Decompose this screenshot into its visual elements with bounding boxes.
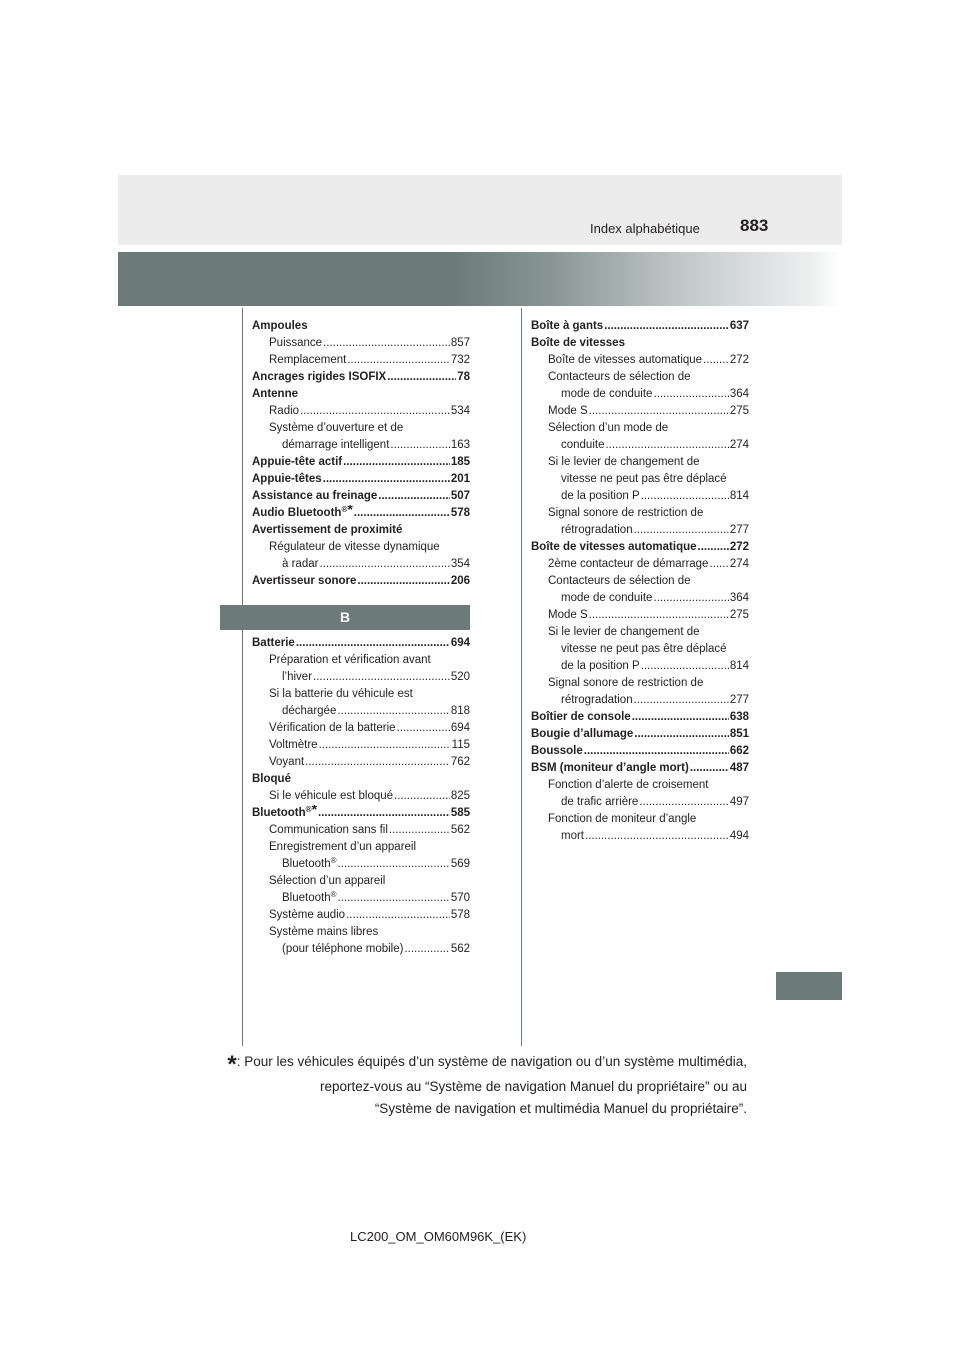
dot-leader [347,352,449,369]
dot-leader [305,754,450,771]
index-entry-text: Radio [269,405,300,417]
index-entry-page: 569 [450,858,470,870]
index-entry-text: Boîte à gants [531,320,604,332]
index-entry-page: 277 [729,694,749,706]
index-entry-text: Système d’ouverture et de [269,422,404,434]
index-entry [252,788,470,805]
dot-leader [338,856,450,873]
index-entry [252,856,470,873]
chapter-tab [776,972,842,1000]
index-entry [531,318,749,335]
index-entry-page: 206 [450,575,470,587]
dot-leader [300,403,450,420]
index-entry [531,794,749,811]
index-entry-text: Contacteurs de sélection de [548,575,691,587]
index-entry-text: Audio Bluetooth®* [252,505,353,522]
index-entry-text: Vérification de la batterie [269,722,396,734]
index-entry-text: 2ème contacteur de démarrage [548,558,709,570]
index-entry [531,556,749,573]
dot-leader [296,635,450,652]
index-entry-text: Mode S [548,405,588,417]
index-entry [252,635,470,652]
index-entry-page: 762 [450,756,470,768]
index-entry [531,743,749,760]
index-entry-text: Bluetooth® [282,856,337,870]
index-entry [252,505,470,522]
index-entry-page: 364 [729,592,749,604]
index-entry-text: Assistance au freinage [252,490,378,502]
index-entry-text: déchargée [282,705,337,717]
index-entry-page: 578 [450,909,470,921]
index-entry-text: Ampoules [252,320,308,332]
header-gradient-bar [118,252,842,306]
index-entry-text: Bluetooth® [282,890,337,904]
index-entry [252,805,470,822]
dot-leader [634,522,729,539]
index-entry-page: 694 [450,722,470,734]
index-entry [252,352,470,369]
dot-leader [323,471,450,488]
index-entry [531,675,749,692]
index-entry [252,890,470,907]
index-entry [252,403,470,420]
registered-mark: ® [341,505,348,514]
index-entry-page: 825 [450,790,470,802]
dot-leader [585,828,729,845]
index-entry-page: 534 [450,405,470,417]
index-entry [531,760,749,777]
index-entry [252,556,470,573]
index-group-right [531,318,749,845]
footnote [227,1051,747,1120]
index-entry-text: Avertissement de proximité [252,524,403,536]
index-entry-text: de la position P [561,490,640,502]
index-entry-text: Bougie d’allumage [531,728,634,740]
dot-leader [639,794,728,811]
index-entry-page: 115 [451,739,470,751]
index-column-left-b [252,635,470,958]
index-entry-text: Communication sans fil [269,824,388,836]
index-entry [531,624,749,641]
index-entry-page: 694 [450,637,470,649]
index-entry-page: 814 [729,660,749,672]
dot-leader [690,760,729,777]
index-entry-text: Contacteurs de sélection de [548,371,691,383]
column-divider-right [521,308,522,1046]
index-entry [531,607,749,624]
index-entry [531,590,749,607]
index-entry-text: Remplacement [269,354,347,366]
column-divider-left [242,308,243,1046]
index-entry [252,686,470,703]
index-entry-page: 662 [729,745,749,757]
index-entry-page: 507 [450,490,470,502]
dot-leader [338,890,450,907]
index-entry-text: Appuie-tête actif [252,456,343,468]
index-entry-text: Mode S [548,609,588,621]
header-title: Index alphabétique [590,221,700,236]
index-entry [531,658,749,675]
index-entry [531,488,749,505]
dot-leader [634,692,729,709]
index-entry-page: 274 [729,439,749,451]
index-entry [252,822,470,839]
index-column-left [252,318,470,590]
dot-leader [394,788,450,805]
footnote-line-1: *: Pour les véhicules équipés d’un système de navigation ou d’un système multimédia, [227,1051,747,1078]
index-entry-text: mort [561,830,584,842]
index-entry [531,352,749,369]
index-entry [252,839,470,856]
dot-leader [641,488,729,505]
index-entry [252,703,470,720]
index-entry-text: (pour téléphone mobile) [282,943,404,955]
index-entry-text: Boîte de vitesses automatique [548,354,703,366]
dot-leader [354,505,450,522]
index-entry-page: 570 [450,892,470,904]
index-entry-text: Avertisseur sonore [252,575,357,587]
index-entry [252,873,470,890]
index-entry-text: Voltmètre [269,739,318,751]
index-group-b [252,635,470,958]
index-entry-text: Boîtier de console [531,711,631,723]
index-entry-text: Ancrages rigides ISOFIX [252,371,387,383]
index-entry-text: Si le levier de changement de [548,626,700,638]
footnote-star: * [347,505,353,517]
index-entry [531,539,749,556]
footnote-marker: * [227,1051,237,1078]
index-entry-text: Batterie [252,637,295,649]
index-entry-text: Bluetooth®* [252,805,317,822]
index-entry-page: 578 [450,507,470,519]
index-entry [252,471,470,488]
index-entry-text: BSM (moniteur d’angle mort) [531,762,689,774]
index-entry-page: 185 [450,456,470,468]
index-entry-page: 818 [450,705,470,717]
index-entry [252,386,470,403]
index-entry-page: 201 [450,473,470,485]
dot-leader [390,437,449,454]
index-entry [252,669,470,686]
index-entry [531,641,749,658]
index-entry [531,369,749,386]
index-entry [531,726,749,743]
index-entry-text: Système mains libres [269,926,379,938]
index-entry-page: 732 [450,354,470,366]
index-entry [531,386,749,403]
index-entry [252,369,470,386]
index-entry-text: Appuie-têtes [252,473,322,485]
index-entry-text: vitesse ne peut pas être déplacé [561,473,727,485]
dot-leader [319,556,449,573]
dot-leader [337,703,449,720]
index-entry-text: Système audio [269,909,346,921]
index-entry [531,811,749,828]
index-entry [531,505,749,522]
index-entry-page: 272 [729,354,749,366]
index-entry [531,335,749,352]
index-entry-page: 585 [450,807,470,819]
index-entry [252,652,470,669]
dot-leader [323,335,450,352]
index-entry [252,437,470,454]
index-entry-text: Boîte de vitesses [531,337,625,349]
dot-leader [653,590,728,607]
index-entry-page: 857 [450,337,470,349]
index-entry-text: démarrage intelligent [282,439,390,451]
index-entry-text: Puissance [269,337,323,349]
index-entry-page: 275 [729,405,749,417]
header-band [118,175,842,245]
index-entry-text: Boîte de vitesses automatique [531,541,697,553]
index-entry-text: Sélection d’un appareil [269,875,386,887]
index-entry [252,488,470,505]
index-entry-text: Si le véhicule est bloqué [269,790,394,802]
index-entry-page: 487 [729,762,749,774]
index-entry-page: 637 [729,320,749,332]
index-entry-text: Régulateur de vitesse dynamique [269,541,440,553]
index-entry [531,573,749,590]
index-entry-page: 497 [729,796,749,808]
index-entry-page: 638 [729,711,749,723]
index-entry [531,454,749,471]
index-entry [531,709,749,726]
index-column-right [531,318,749,845]
index-entry-text: Enregistrement d’un appareil [269,841,417,853]
index-entry [531,777,749,794]
index-entry [531,692,749,709]
index-entry [531,437,749,454]
index-entry-text: Si le levier de changement de [548,456,700,468]
document-id: LC200_OM_OM60M96K_(EK) [350,1229,527,1244]
index-entry-text: mode de conduite [561,592,653,604]
index-entry-text: rétrogradation [561,524,633,536]
index-entry-page: 494 [729,830,749,842]
dot-leader [589,403,729,420]
footnote-line-3: “Système de navigation et multimédia Manuel du propriétaire”. [374,1101,747,1116]
index-entry [252,573,470,590]
dot-leader [357,573,449,590]
index-entry-text: Fonction d’alerte de croisement [548,779,709,791]
index-entry-text: conduite [561,439,605,451]
index-entry [531,522,749,539]
index-entry-page: 520 [450,671,470,683]
index-entry-page: 272 [729,541,749,553]
dot-leader [698,539,729,556]
dot-leader [343,454,450,471]
dot-leader [604,318,729,335]
dot-leader [584,743,729,760]
index-entry-text: Antenne [252,388,298,400]
index-entry [252,335,470,352]
dot-leader [703,352,729,369]
registered-mark: ® [305,805,312,814]
index-entry [252,941,470,958]
index-entry-page: 562 [450,943,470,955]
index-entry [531,828,749,845]
dot-leader [378,488,450,505]
index-entry [252,539,470,556]
dot-leader [318,805,450,822]
dot-leader [641,658,729,675]
index-entry-text: Boussole [531,745,583,757]
dot-leader [589,607,729,624]
registered-mark: ® [330,856,337,865]
dot-leader [709,556,728,573]
index-entry [531,420,749,437]
index-entry [252,924,470,941]
index-entry-text: Si la batterie du véhicule est [269,688,413,700]
index-entry-text: rétrogradation [561,694,633,706]
index-entry [252,454,470,471]
index-entry-page: 562 [450,824,470,836]
dot-leader [313,669,450,686]
index-entry-text: Signal sonore de restriction de [548,507,704,519]
index-entry-text: Bloqué [252,773,291,785]
index-entry-page: 851 [729,728,749,740]
index-entry [531,471,749,488]
registered-mark: ® [330,890,337,899]
index-entry [252,522,470,539]
index-entry-page: 277 [729,524,749,536]
dot-leader [387,369,456,386]
dot-leader [632,709,729,726]
index-entry-text: Signal sonore de restriction de [548,677,704,689]
dot-leader [319,737,451,754]
index-group-a [252,318,470,590]
index-entry-text: Préparation et vérification avant [269,654,431,666]
index-entry-text: Fonction de moniteur d’angle [548,813,697,825]
index-entry-text: Sélection d’un mode de [548,422,669,434]
index-entry [252,907,470,924]
index-entry-text: de trafic arrière [561,796,639,808]
dot-leader [605,437,728,454]
index-entry-page: 274 [729,558,749,570]
index-entry [252,720,470,737]
page-number: 883 [740,216,769,235]
index-entry-page: 364 [729,388,749,400]
dot-leader [404,941,449,958]
index-entry-page: 814 [729,490,749,502]
index-entry [252,318,470,335]
index-entry-text: à radar [282,558,319,570]
dot-leader [634,726,729,743]
dot-leader [653,386,728,403]
index-entry-page: 354 [450,558,470,570]
index-entry-page: 163 [450,439,470,451]
index-entry-text: Voyant [269,756,305,768]
dot-leader [397,720,450,737]
footnote-star: * [311,805,318,817]
index-entry-page: 78 [457,371,470,383]
section-letter-b: B [220,605,470,630]
index-entry-text: l’hiver [282,671,313,683]
index-entry-text: de la position P [561,660,640,672]
index-entry-text: vitesse ne peut pas être déplacé [561,643,727,655]
index-entry [252,737,470,754]
index-entry-page: 275 [729,609,749,621]
dot-leader [346,907,450,924]
index-entry-text: mode de conduite [561,388,653,400]
index-entry [252,420,470,437]
footnote-line-2: reportez-vous au “Système de navigation Manuel du propriétaire” ou au [320,1079,747,1094]
dot-leader [389,822,450,839]
index-entry [531,403,749,420]
index-entry [252,771,470,788]
index-entry [252,754,470,771]
